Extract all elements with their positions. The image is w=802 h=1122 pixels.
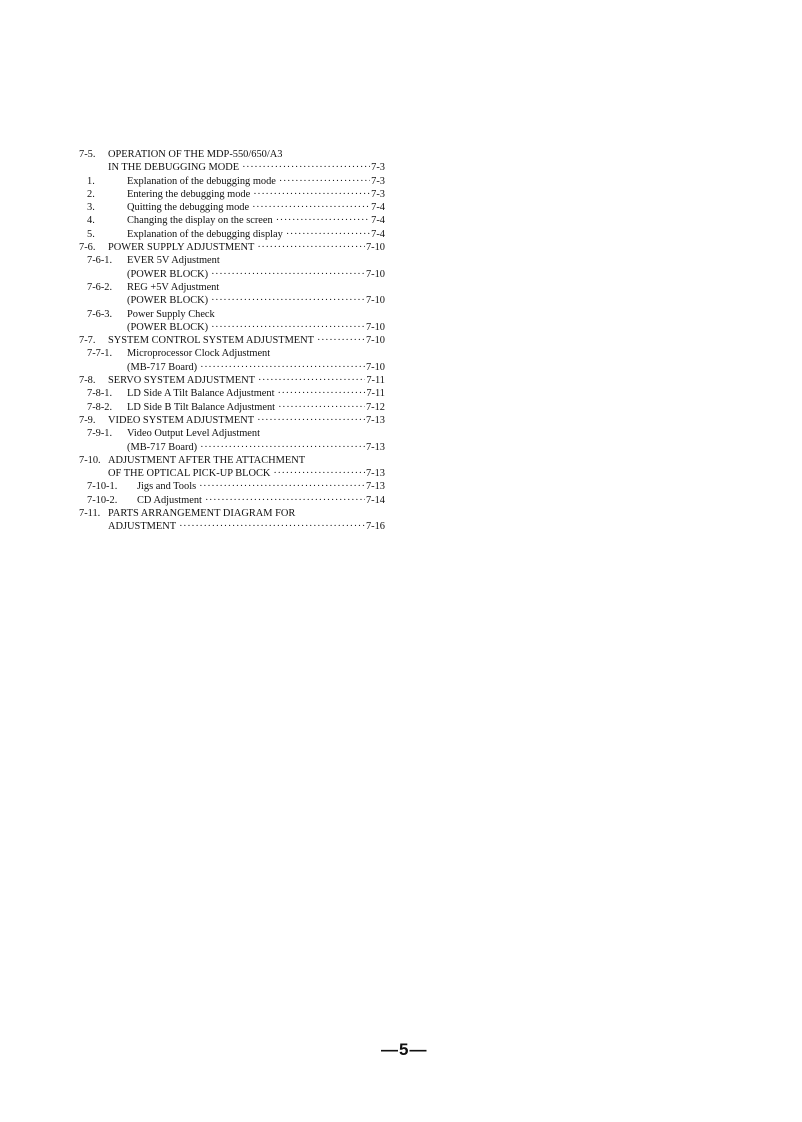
toc-entry-number: 7-8-1.	[87, 388, 113, 400]
toc-entry	[79, 507, 385, 520]
dot-leader	[279, 175, 370, 188]
toc-entry-page: 7-10	[365, 361, 385, 373]
toc-entry-page: 7-13	[365, 414, 385, 426]
toc-entry-title: Explanation of the debugging mode	[127, 175, 276, 187]
toc-entry-number: 7-10-1.	[87, 481, 118, 493]
toc-entry-page: 7-12	[365, 401, 385, 413]
toc-entry-page: 7-11	[366, 388, 385, 400]
toc-entry	[79, 387, 385, 400]
toc-entry-title: IN THE DEBUGGING MODE	[108, 162, 240, 174]
toc-entry-title: Jigs and Tools	[137, 481, 197, 493]
toc-entry-number: 7-11.	[79, 508, 101, 520]
dot-leader	[200, 441, 365, 454]
toc-entry-page: 7-11	[366, 375, 385, 387]
dot-leader	[257, 241, 365, 254]
dot-leader	[199, 480, 365, 493]
dot-leader	[205, 494, 365, 507]
toc-entry-title: Explanation of the debugging display	[127, 228, 283, 240]
toc-entry-page: 7-4	[371, 228, 385, 240]
toc-entry-number: 7-6.	[79, 242, 96, 254]
dot-leader	[258, 374, 365, 387]
toc-entry-page: 7-10	[365, 242, 385, 254]
dot-leader	[273, 467, 365, 480]
toc-entry-title: Video Output Level Adjustment	[127, 428, 260, 440]
dot-leader	[211, 268, 365, 281]
toc-entry	[79, 494, 385, 507]
toc-entry-page: 7-14	[365, 494, 385, 506]
toc-entry-title: ADJUSTMENT AFTER THE ATTACHMENT	[108, 454, 306, 466]
toc-entry-title: Quitting the debugging mode	[127, 202, 250, 214]
toc-entry-page: 7-10	[365, 321, 385, 333]
dot-leader	[253, 188, 370, 201]
toc-entry-title: OF THE OPTICAL PICK-UP BLOCK	[108, 468, 271, 480]
toc-entry-page: 7-3	[371, 188, 385, 200]
toc-entry-page: 7-3	[371, 175, 385, 187]
dot-leader	[278, 387, 366, 400]
toc-entry	[79, 254, 385, 267]
toc-entry-title: VIDEO SYSTEM ADJUSTMENT	[108, 414, 255, 426]
dot-leader	[242, 161, 370, 174]
toc-entry-page: 7-16	[365, 521, 385, 533]
toc-entry-number: 7-9-1.	[87, 428, 113, 440]
toc-entry	[79, 148, 385, 161]
dot-leader	[257, 414, 365, 427]
toc-entry-number: 2.	[87, 188, 95, 200]
toc-entry-title: (MB-717 Board)	[127, 441, 198, 453]
toc-entry-number: 7-8-2.	[87, 401, 113, 413]
page-number: —5—	[381, 1040, 428, 1059]
toc-entry-number: 7-10-2.	[87, 494, 118, 506]
toc-entry	[79, 347, 385, 360]
toc-entry-title: (MB-717 Board)	[127, 361, 198, 373]
toc-entry	[79, 214, 385, 227]
toc-entry-page: 7-3	[371, 162, 385, 174]
toc-entry-page: 7-10	[365, 295, 385, 307]
table-of-contents	[79, 148, 385, 534]
toc-entry	[79, 480, 385, 493]
toc-entry-number: 3.	[87, 202, 95, 214]
toc-entry-page: 7-10	[365, 268, 385, 280]
toc-entry-page: 7-13	[365, 481, 385, 493]
toc-entry	[79, 454, 385, 467]
toc-entry	[79, 281, 385, 294]
toc-entry-title: (POWER BLOCK)	[127, 321, 209, 333]
dot-leader	[200, 361, 365, 374]
dot-leader	[179, 520, 365, 533]
toc-entry-title: REG +5V Adjustment	[127, 281, 220, 293]
toc-entry	[79, 374, 385, 387]
toc-entry-number: 7-7-1.	[87, 348, 113, 360]
dot-leader	[317, 334, 365, 347]
dot-leader	[211, 294, 365, 307]
toc-entry-number: 7-7.	[79, 335, 96, 347]
dot-leader	[286, 228, 370, 241]
toc-entry	[79, 175, 385, 188]
toc-entry	[79, 228, 385, 241]
toc-entry-number: 7-6-2.	[87, 281, 113, 293]
toc-entry-number: 7-8.	[79, 375, 96, 387]
toc-entry	[79, 427, 385, 440]
dot-leader	[276, 214, 370, 227]
toc-entry-page: 7-4	[371, 215, 385, 227]
toc-entry	[79, 361, 385, 374]
toc-entry	[79, 294, 385, 307]
toc-entry	[79, 401, 385, 414]
toc-entry-number: 7-6-1.	[87, 255, 113, 267]
toc-entry	[79, 334, 385, 347]
toc-entry-number: 7-6-3.	[87, 308, 113, 320]
dot-leader	[252, 201, 370, 214]
toc-entry-title: EVER 5V Adjustment	[127, 255, 220, 267]
toc-entry-title: Changing the display on the screen	[127, 215, 273, 227]
toc-entry-title: Microprocessor Clock Adjustment	[127, 348, 271, 360]
toc-entry-number: 5.	[87, 228, 95, 240]
toc-entry-title: Power Supply Check	[127, 308, 215, 320]
toc-entry-title: (POWER BLOCK)	[127, 268, 209, 280]
toc-entry-number: 7-9.	[79, 414, 96, 426]
toc-entry-title: SERVO SYSTEM ADJUSTMENT	[108, 375, 255, 387]
toc-entry-title: SYSTEM CONTROL SYSTEM ADJUSTMENT	[108, 335, 315, 347]
toc-entry	[79, 441, 385, 454]
toc-entry	[79, 520, 385, 533]
toc-entry-title: LD Side A Tilt Balance Adjustment	[127, 388, 275, 400]
toc-entry-number: 7-10.	[79, 454, 101, 466]
toc-entry	[79, 268, 385, 281]
toc-entry	[79, 161, 385, 174]
toc-entry-title: CD Adjustment	[137, 494, 202, 506]
toc-entry	[79, 467, 385, 480]
toc-entry-page: 7-13	[365, 468, 385, 480]
toc-entry-page: 7-10	[365, 335, 385, 347]
toc-entry-title: LD Side B Tilt Balance Adjustment	[127, 401, 276, 413]
toc-entry	[79, 201, 385, 214]
toc-entry	[79, 188, 385, 201]
toc-entry-number: 7-5.	[79, 149, 96, 160]
dot-leader	[278, 401, 365, 414]
toc-entry-number: 4.	[87, 215, 95, 227]
toc-entry-title: ADJUSTMENT	[108, 521, 177, 533]
toc-entry	[79, 414, 385, 427]
toc-entry	[79, 308, 385, 321]
toc-entry-title: OPERATION OF THE MDP-550/650/A3	[108, 149, 283, 160]
toc-entry-page: 7-4	[371, 202, 385, 214]
toc-entry-number: 1.	[87, 175, 95, 187]
toc-entry-title: (POWER BLOCK)	[127, 295, 209, 307]
toc-entry	[79, 321, 385, 334]
dot-leader	[211, 321, 365, 334]
toc-entry	[79, 241, 385, 254]
toc-entry-title: Entering the debugging mode	[127, 188, 251, 200]
toc-entry-title: PARTS ARRANGEMENT DIAGRAM FOR	[108, 508, 296, 520]
toc-entry-page: 7-13	[365, 441, 385, 453]
toc-entry-title: POWER SUPPLY ADJUSTMENT	[108, 242, 255, 254]
